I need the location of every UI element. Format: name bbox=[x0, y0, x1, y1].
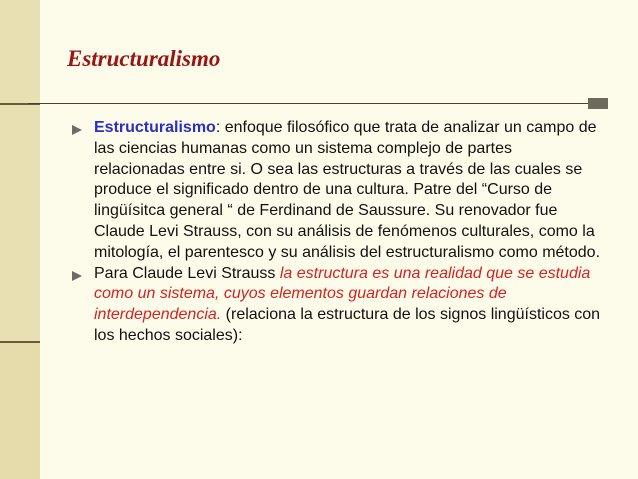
side-strip-divider-bottom bbox=[0, 341, 40, 343]
bullet-lead-text: Para Claude Levi Strauss bbox=[94, 264, 280, 282]
bullet-list bbox=[70, 118, 605, 347]
bullet-text: : enfoque filosófico que trata de analizar un campo de las ciencias humanas como un sistema complejo de partes relacionadas entre si. O sea las estructuras a través de las cuales se produce el significado dentro de una cultura. Patre del “Curso de lingüísitca general “ de Ferdinand de Saussure. Su renovador fue Claude Levi Strauss, con su análisis de fenómenos culturales, como la mitología, el parentesco y su análisis del estructuralismo como método. bbox=[94, 119, 601, 261]
title-underline-rule bbox=[28, 103, 588, 104]
triangle-bullet-icon bbox=[72, 125, 82, 135]
bullet-tail-text: (relaciona la estructura de los signos lingüísticos con los hechos sociales): bbox=[94, 306, 601, 344]
bullet-item-levi-strauss bbox=[70, 264, 605, 347]
triangle-bullet-icon bbox=[72, 271, 82, 281]
title-rule-accent bbox=[588, 98, 608, 109]
slide-title: Estructuralismo bbox=[67, 46, 221, 71]
bullet-term: Estructuralismo bbox=[94, 119, 216, 136]
bullet-item-definition bbox=[70, 118, 605, 264]
bullet-emphasis-text: la estructura es una realidad que se estudia como un sistema, cuyos elementos guardan relaciones de interdependencia. bbox=[94, 264, 591, 324]
side-decoration-strip-lower bbox=[0, 343, 40, 479]
